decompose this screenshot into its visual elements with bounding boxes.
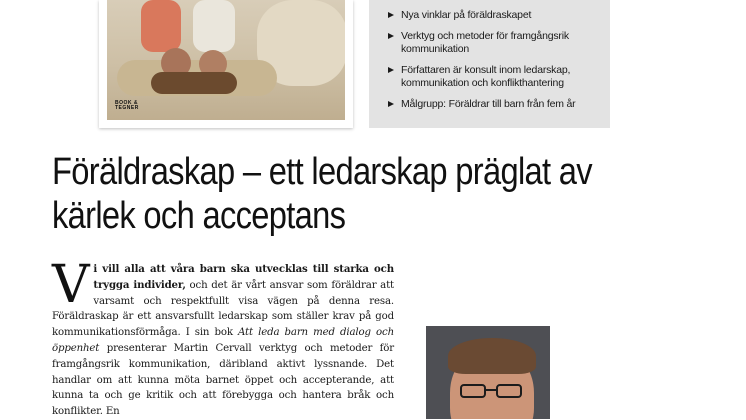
article-body-text: och det är vårt ansvar som föräldrar att varsamt och respektfullt visa vägen på denna resa. Föräldraskap är ett ansvarsfullt ledarskap som ställer krav på god kommunikationsförmåga. I sin bok (52, 279, 394, 339)
cover-child-shirt (193, 0, 235, 52)
feature-item (387, 9, 605, 22)
article-lead: i vill alla att våra barn ska utvecklas till starka och trygga individer, (93, 263, 394, 291)
feature-item-text: Författaren är konsult inom ledarskap, kommunikation och konflikthantering (401, 64, 571, 89)
publisher-logo-line: BOOK & (115, 100, 138, 106)
glasses-lens (496, 384, 522, 398)
feature-list (387, 9, 605, 119)
article-headline: Föräldraskap – ett ledarskap präglat av kärlek och acceptans (52, 151, 592, 237)
book-title: Att leda barn med dialog och öppenhet (52, 327, 394, 354)
article-body-text: presenterar Martin Cervall verktyg och metoder för framgångsrik kommunikation, däribland aktivt lyssnande. Det handlar om att kunna möta barnet öppet och accepterande, att kunna ta och ge kritik och att förebygga och hantera bråk och konflikter. En (52, 342, 394, 418)
feature-item-text: Verktyg och metoder för framgångsrik kommunikation (401, 30, 569, 55)
book-cover-photo (107, 0, 345, 120)
feature-item-text: Nya vinklar på föräldraskapet (401, 9, 532, 21)
triangle-bullet-icon (388, 101, 394, 107)
book-cover-card (99, 0, 353, 128)
publisher-logo-line: TEGNER (115, 105, 139, 111)
feature-item (387, 98, 605, 111)
triangle-bullet-icon (388, 12, 394, 18)
glasses-bridge (486, 389, 496, 391)
author-photo (426, 326, 550, 419)
feature-item (387, 30, 605, 56)
drop-cap: V (52, 255, 90, 315)
author-glasses (460, 384, 524, 398)
cover-child-hair (151, 72, 237, 94)
article-body (52, 255, 394, 420)
triangle-bullet-icon (388, 33, 394, 39)
feature-item (387, 64, 605, 90)
glasses-lens (460, 384, 486, 398)
feature-box (369, 0, 610, 128)
triangle-bullet-icon (388, 67, 394, 73)
publisher-logo (115, 101, 139, 111)
feature-item-text: Målgrupp: Föräldrar till barn från fem år (401, 98, 576, 110)
cover-child-shirt (141, 0, 181, 52)
author-hair (448, 338, 536, 374)
